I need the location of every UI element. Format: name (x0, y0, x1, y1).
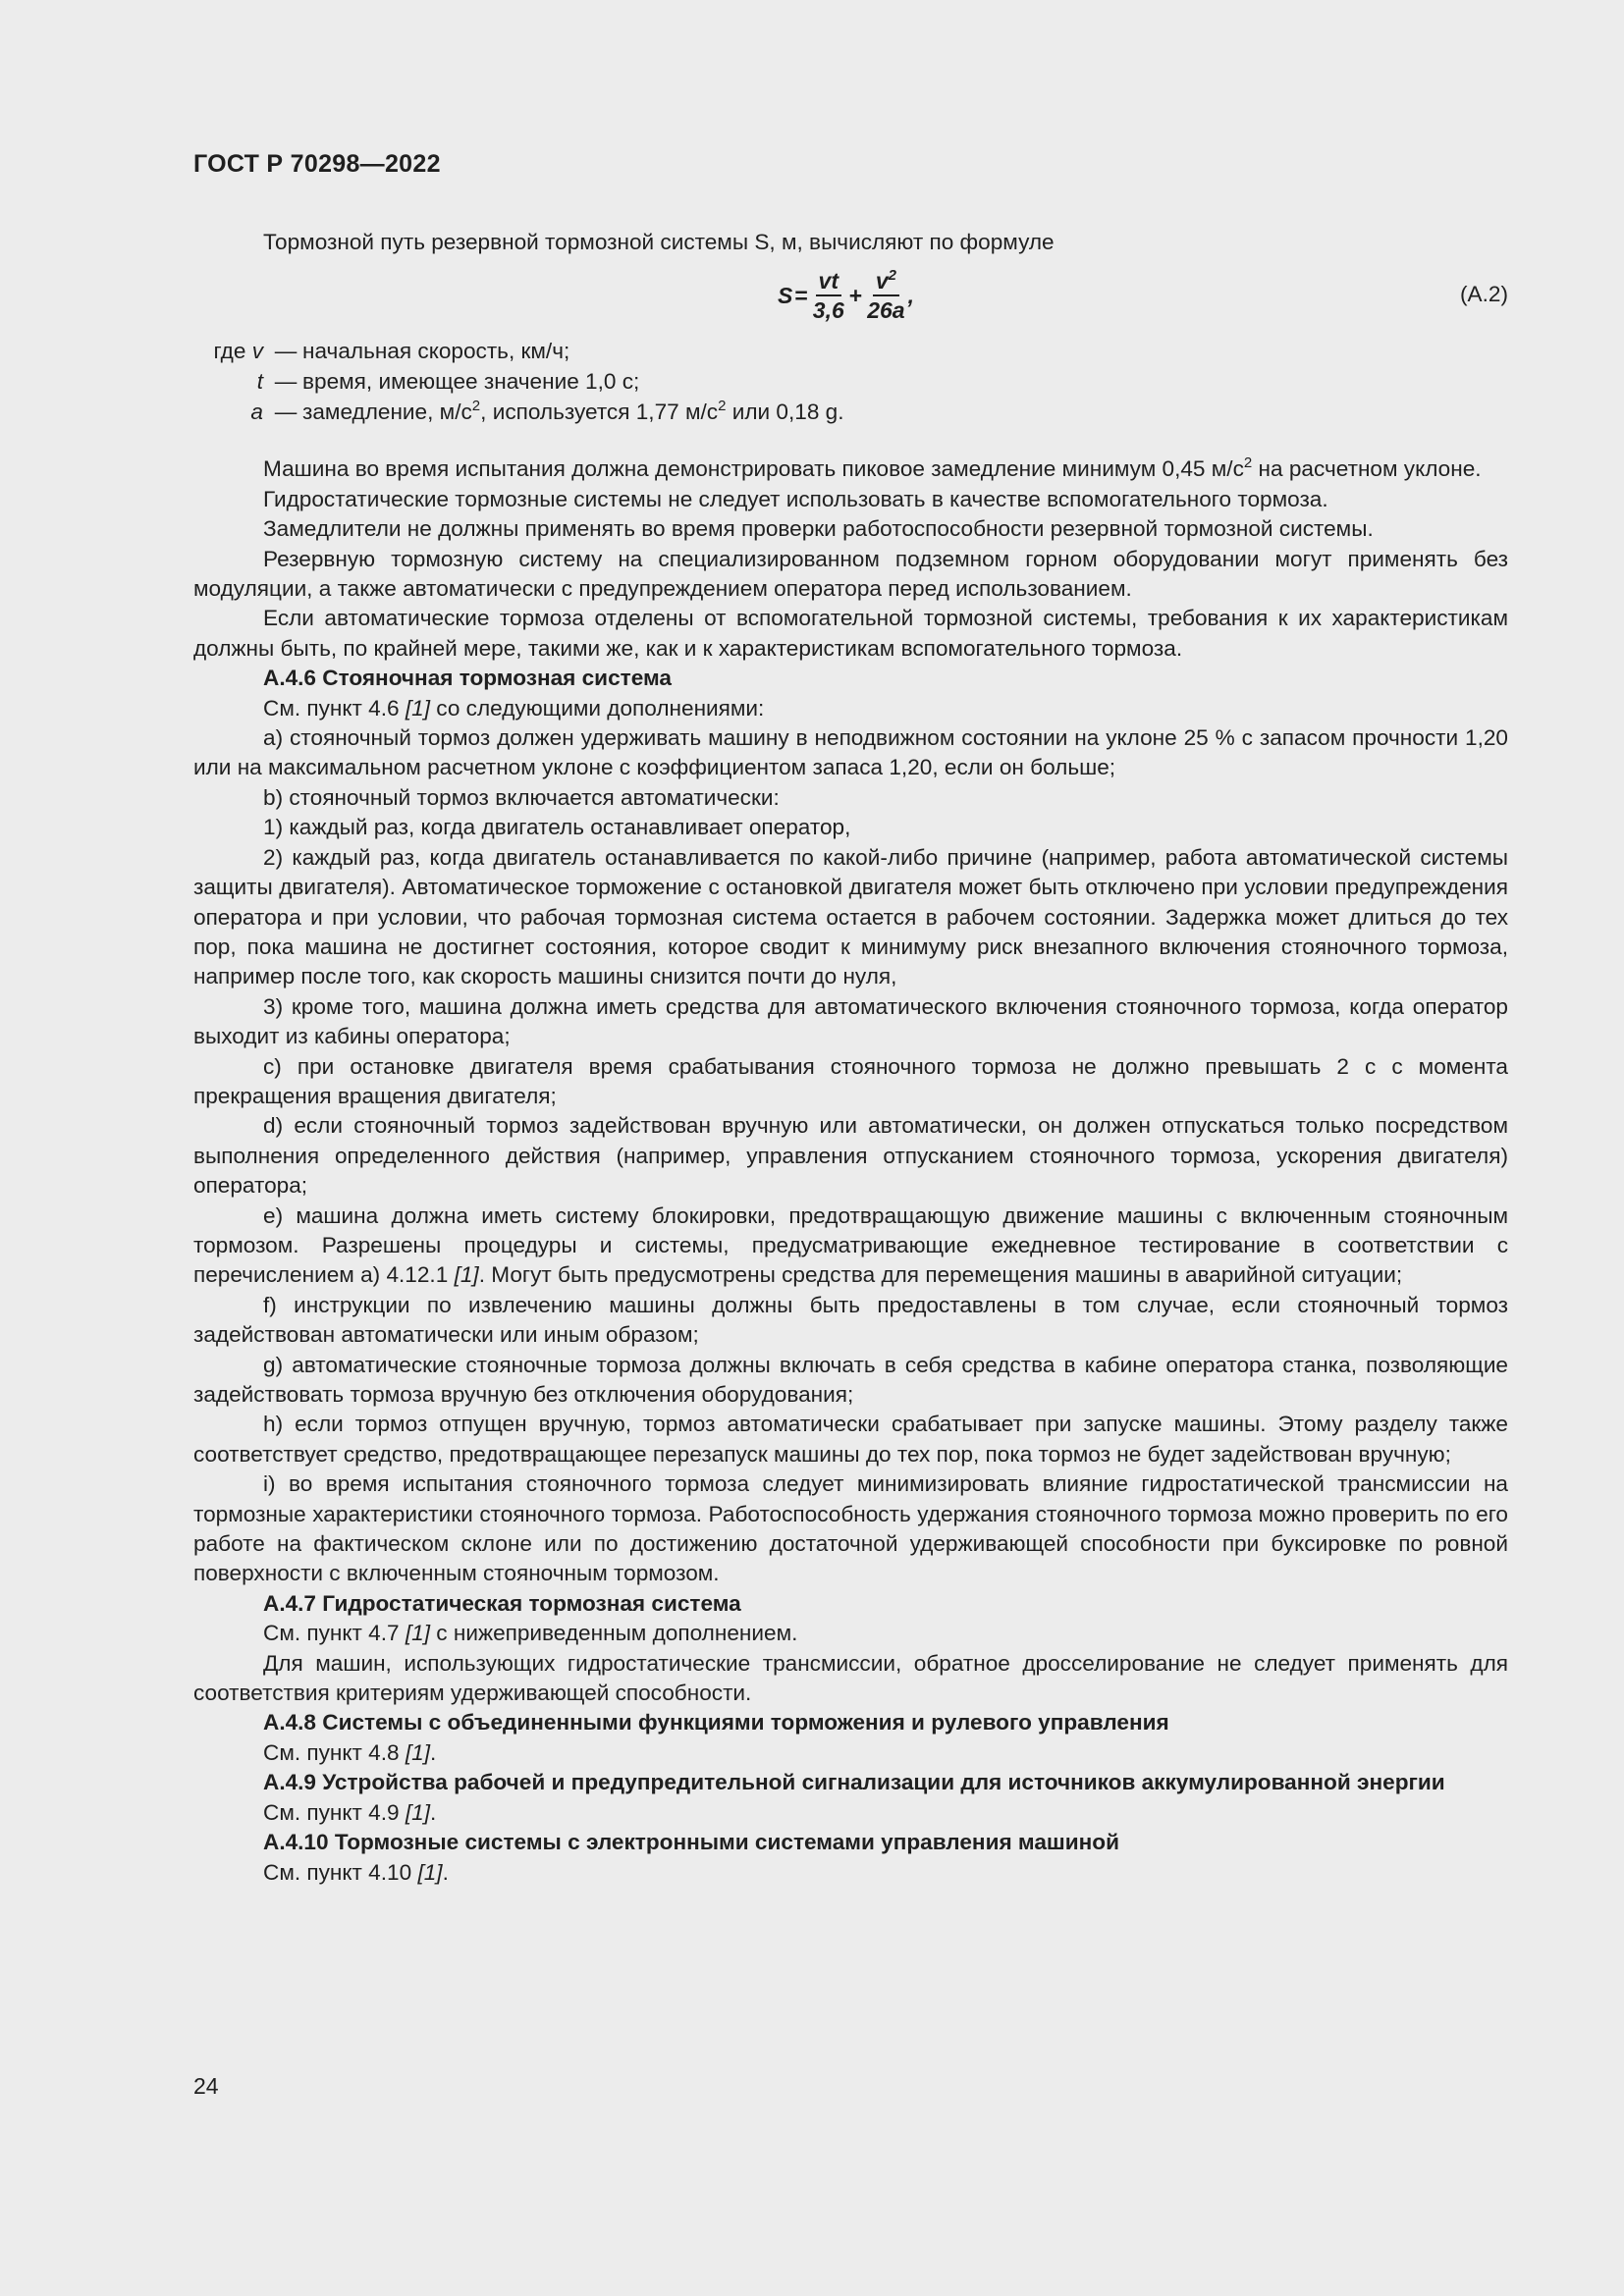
list-item: 2) каждый раз, когда двигатель останавливается по какой-либо причине (например, работа автоматической системы защиты двигателя). Автоматическое торможение с остановкой двигателя может быть отключено при условии предупреждения оператора и при условии, что рабочая тормозная система остается в рабочем состоянии. Задержка может длиться до тех пор, пока машина не достигнет состояния, которое сводит к минимуму риск внезапного включения стояночного тормоза, например после того, как скорость машины снизится почти до нуля, (193, 844, 1508, 989)
reference: [1] (405, 1739, 430, 1765)
paragraph: См. пункт 4.8 [1]. (263, 1739, 437, 1765)
document-body (193, 228, 1508, 1888)
list-item: 3) кроме того, машина должна иметь средства для автоматического включения стояночного тормоза, когда оператор выходит из кабины оператора; (193, 993, 1508, 1049)
list-item: a) стояночный тормоз должен удерживать машину в неподвижном состоянии на уклоне 25 % с запасом прочности 1,20 или на максимальном расчетном уклоне с коэффициентом запаса 1,20, если он больше; (193, 725, 1508, 780)
paragraph: Машина во время испытания должна демонстрировать пиковое замедление минимум 0,45 $м/с^2$ на расчетном уклоне. (263, 454, 1482, 482)
list-item: i) во время испытания стояночного тормоза следует минимизировать влияние гидростатической трансмиссии на тормозные характеристики стояночного тормоза. Работоспособность удержания стояночного тормоза можно проверить по его работе на фактическом склоне или по достижению достаточной удерживающей способности при буксировке по ровной поверхности с включенным стояночным тормозом. (193, 1471, 1508, 1586)
paragraph: См. пункт 4.10 [1]. (263, 1859, 449, 1885)
list-item: g) автоматические стояночные тормоза должны включать в себя средства в кабине оператора станка, позволяющие задействовать тормоза вручную без отключения оборудования; (193, 1352, 1508, 1407)
formula-fraction-1 (813, 267, 844, 324)
list-item: 1) каждый раз, когда двигатель останавливает оператор, (263, 815, 851, 840)
formula-den-1: 3,6 (812, 297, 844, 324)
variable-row (193, 366, 1508, 397)
variable-row (193, 397, 1508, 427)
variable-dash: — (274, 369, 298, 395)
formula-lhs: S (778, 283, 793, 309)
variable-dash: — (274, 400, 298, 425)
section-heading-a410: А.4.10 Тормозные системы с электронными системами управления машиной (263, 1830, 1119, 1855)
formula-comma: , (907, 283, 914, 309)
variable-description: замедление, $м/с^2$, используется 1,77 $м/с^2$ или 0,18 g. (302, 398, 844, 425)
paragraph: Резервную тормозную систему на специализированном подземном горном оборудовании могут применять без модуляции, а также автоматически с предупреждением оператора перед использованием. (193, 546, 1508, 602)
list-item: b) стояночный тормоз включается автоматически: (263, 784, 780, 810)
variable-symbol (191, 366, 269, 397)
list-item: f) инструкции по извлечению машины должны быть предоставлены в том случае, если стояночный тормоз задействован автоматически или иным образом; (193, 1292, 1508, 1348)
formula-num-2-exp: 2 (888, 267, 896, 285)
reference: [1] (405, 1621, 430, 1646)
variable-symbol (191, 397, 269, 427)
list-item: c) при остановке двигателя время срабатывания стояночного тормоза не должно превышать 2 с с момента прекращения вращения двигателя; (193, 1053, 1508, 1108)
formula-intro: Тормозной путь резервной тормозной системы S, м, вычисляют по формуле (263, 230, 1055, 254)
equation-number: (А.2) (1460, 282, 1508, 307)
formula-num-2 (873, 267, 899, 296)
section-heading-a48: А.4.8 Системы с объединенными функциями торможения и рулевого управления (263, 1710, 1169, 1735)
paragraph: См. пункт 4.9 [1]. (263, 1799, 437, 1825)
formula-equals: = (794, 283, 808, 309)
paragraph: Для машин, использующих гидростатические трансмиссии, обратное дросселирование не следует применять для соответствия критериям удерживающей способности. (193, 1650, 1508, 1706)
formula-den-2: 26a (867, 297, 905, 324)
variable-list (193, 336, 1508, 427)
formula-fraction-2 (867, 267, 904, 324)
document-header: ГОСТ Р 70298—2022 (193, 150, 441, 178)
variable-a: a (250, 400, 263, 425)
section-heading-a49: А.4.9 Устройства рабочей и предупредительной сигнализации для источников аккумулированной энергии (263, 1770, 1445, 1795)
variable-description: начальная скорость, км/ч; (302, 339, 570, 364)
list-item: e) машина должна иметь систему блокировки, предотвращающую движение машины с включенным стояночным тормозом. Разрешены процедуры и системы, предусматривающие ежедневное тестирование в соответствии с перечислением а) 4.12.1 [1]. Могут быть предусмотрены средства для перемещения машины в аварийной ситуации; (193, 1202, 1508, 1288)
formula-row (193, 263, 1508, 328)
formula-num-1: vt (816, 267, 841, 296)
reference: [1] (454, 1262, 479, 1288)
list-item: d) если стояночный тормоз задействован вручную или автоматически, он должен отпускаться только посредством выполнения определенного действия (например, управления отпусканием стояночного тормоза, ускорения двигателя) оператора; (193, 1113, 1508, 1199)
reference: [1] (417, 1859, 443, 1885)
where-prefix: где (213, 339, 246, 364)
variable-v: v (251, 339, 263, 364)
variable-t: t (256, 369, 263, 395)
paragraph: Замедлители не должны применять во время проверки работоспособности резервной тормозной системы. (263, 516, 1374, 542)
reference: [1] (405, 1799, 430, 1825)
variable-dash: — (274, 339, 298, 364)
section-heading-a47: А.4.7 Гидростатическая тормозная система (263, 1590, 741, 1616)
variable-row (193, 336, 1508, 366)
formula-plus: + (848, 283, 863, 309)
variable-description: время, имеющее значение 1,0 с; (302, 369, 640, 395)
paragraph: См. пункт 4.6 [1] со следующими дополнениями: (263, 695, 765, 721)
formula-a2 (778, 263, 914, 328)
formula-num-2-base: v (875, 268, 889, 294)
variable-symbol (191, 336, 269, 366)
paragraph: Гидростатические тормозные системы не следует использовать в качестве вспомогательного тормоза. (263, 486, 1328, 511)
page-number: 24 (193, 2073, 219, 2099)
list-item: h) если тормоз отпущен вручную, тормоз автоматически срабатывает при запуске машины. Этому разделу также соответствует средство, предотвращающее перезапуск машины до тех пор, пока тормоз не будет задействован вручную; (193, 1412, 1508, 1467)
paragraph: См. пункт 4.7 [1] с нижеприведенным дополнением. (263, 1621, 798, 1646)
section-heading-a46: А.4.6 Стояночная тормозная система (263, 666, 672, 691)
reference: [1] (405, 695, 430, 721)
paragraph: Если автоматические тормоза отделены от вспомогательной тормозной системы, требования к их характеристикам должны быть, по крайней мере, такими же, как и к характеристикам вспомогательного тормоза. (193, 606, 1508, 661)
